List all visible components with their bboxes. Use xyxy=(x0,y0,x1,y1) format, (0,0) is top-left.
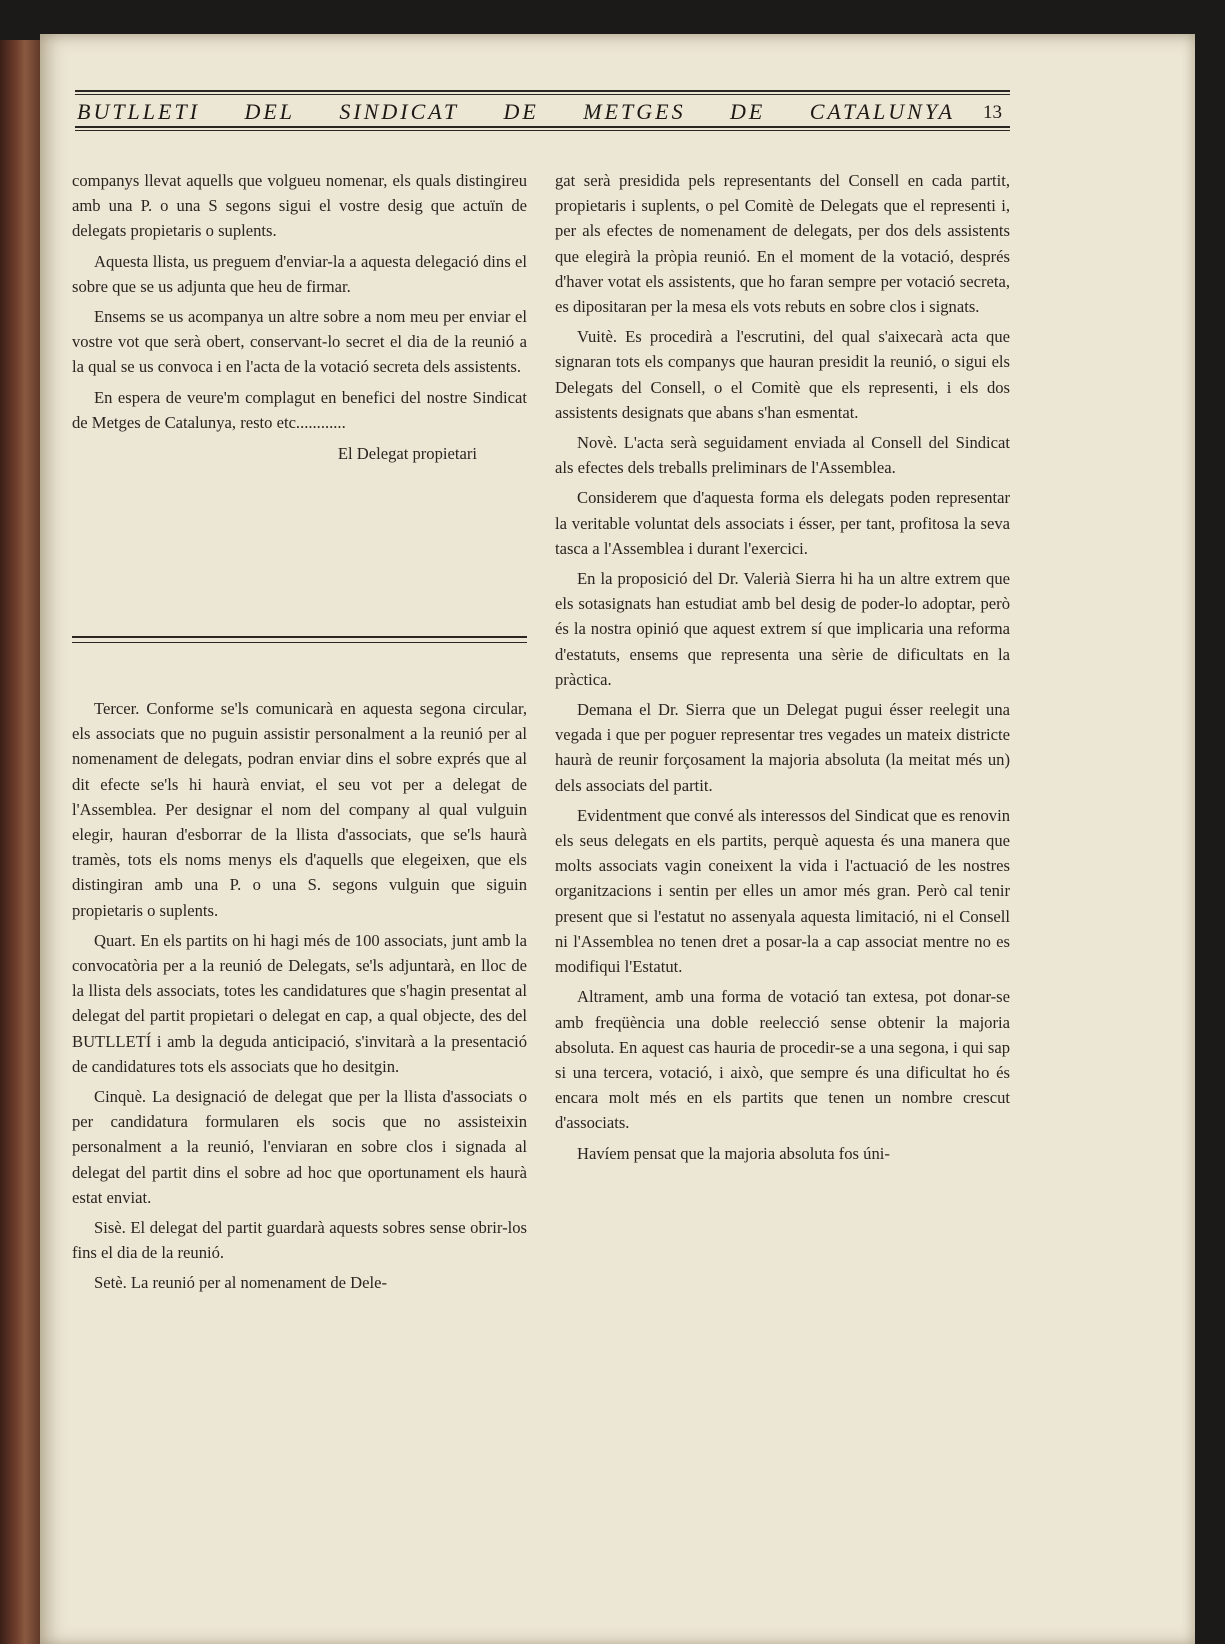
paragraph: Havíem pensat que la majoria absoluta fos úni- xyxy=(577,1143,890,1163)
paragraph: Sisè. El delegat del partit guardarà aquests sobres sense obrir-los fins el dia de la reunió. xyxy=(72,1218,527,1263)
right-column xyxy=(555,168,1010,1171)
header-rule-bottom-thin xyxy=(75,130,1010,131)
paragraph: Cinquè. La designació de delegat que per la llista d'associats o per candidatura formularen els socis que no assisteixin personalment a la reunió, l'enviaran en sobre clos i signada al delegat del partit dins el sobre ad hoc que oportunament els haurà estat enviat. xyxy=(72,1087,527,1207)
page-header xyxy=(75,54,1010,144)
left-column-bottom xyxy=(72,696,527,1301)
paragraph: gat serà presidida pels representants del Consell en cada partit, propietaris i suplents, o pel Comitè de Delegats que el representi i, per als efectes de nomenament de delegats, per dos dels assistents que elegirà la pròpia reunió. En el moment de la votació, després d'haver votat els assistents, que ho faran sempre per votació secreta, es dipositaran per la mesa els vots rebuts en sobre clos i signats. xyxy=(555,171,1010,317)
page-number: 13 xyxy=(983,102,1002,123)
paragraph: Vuitè. Es procedirà a l'escrutini, del qual s'aixecarà acta que signaran tots els companys que hauran presidit la reunió, o sigui els Delegats del Consell, o el Comitè que els representi, i els dos assistents designats que abans s'han esmentat. xyxy=(555,327,1010,422)
header-rule-bottom xyxy=(75,126,1010,128)
paragraph: companys llevat aquells que volgueu nomenar, els quals distingireu amb una P. o una S segons sigui el vostre desig que actuïn de delegats propietaris o suplents. xyxy=(72,171,527,241)
book-binding xyxy=(0,40,42,1644)
running-head-word: CATALUNYA xyxy=(809,99,955,124)
paragraph: Demana el Dr. Sierra que un Delegat pugui ésser reelegit una vegada i que per poguer representar tres vegades un mateix districte haurà de reunir forçosament la majoria absoluta (la meitat més un) dels associats del partit. xyxy=(555,700,1010,795)
running-head-word: SINDICAT xyxy=(339,99,460,124)
paragraph: Aquesta llista, us preguem d'enviar-la a aquesta delegació dins el sobre que se us adjunta que heu de firmar. xyxy=(72,251,527,296)
header-rule-top-thin xyxy=(75,94,1010,95)
running-head-word: DE xyxy=(503,99,539,124)
running-head-word: DEL xyxy=(244,99,295,124)
paragraph: Altrament, amb una forma de votació tan extesa, pot donar-se amb freqüència una doble reelecció sense obtenir la majoria absoluta. En aquest cas hauria de procedir-se a una segona, i qui sap si una tercera, votació, i això, que sempre és una dificultat ho és encara molt més en els partits que tenen un nombre crescut d'associats. xyxy=(555,987,1010,1133)
divider-rule-thin xyxy=(72,642,527,643)
running-head-word: METGES xyxy=(583,99,686,124)
paragraph: Ensems se us acompanya un altre sobre a nom meu per enviar el vostre vot que serà obert, conservant-lo secret el dia de la reunió a la qual se us convoca i en l'acta de la votació secreta dels assistents. xyxy=(72,307,527,377)
paragraph: Considerem que d'aquesta forma els delegats poden representar la veritable voluntat dels associats i ésser, per tant, profitosa la seva tasca a l'Assemblea i durant l'exercici. xyxy=(555,488,1010,558)
header-rule-top xyxy=(75,90,1010,92)
paragraph: Tercer. Conforme se'ls comunicarà en aquesta segona circular, els associats que no puguin assistir personalment a la reunió per al nomenament de delegats, podran enviar dins el sobre exprés que al dit efecte se'ls hi haurà enviat, el seu vot per a delegat de l'Assemblea. Per designar el nom del company al qual vulguin elegir, hauran d'esborrar de la llista d'associats, que se'ls haurà tramès, tots els noms menys els d'aquells que elegeixen, que els distingiran amb una P. o una S. segons vulguin que siguin propietaris o suplents. xyxy=(72,699,527,920)
running-head-word: DE xyxy=(729,99,766,124)
signature: El Delegat propietari xyxy=(337,444,477,464)
running-head xyxy=(77,99,955,125)
paragraph: Novè. L'acta serà seguidament enviada al Consell del Sindicat als efectes dels treballs preliminars de l'Assemblea. xyxy=(555,433,1010,478)
section-divider xyxy=(72,636,527,650)
paragraph: En la proposició del Dr. Valerià Sierra hi ha un altre extrem que els sotasignats han estudiat amb bel desig de poder-lo adoptar, però és la nostra opinió que aquest extrem sí que implicaria una reforma d'estatuts, ensems que representa una sèrie de dificultats en la pràctica. xyxy=(555,569,1010,689)
paragraph: Quart. En els partits on hi hagi més de 100 associats, junt amb la convocatòria per a la reunió de Delegats, se'ls adjuntarà, en lloc de la llista dels associats, totes les candidatures que s'hagin presentat al delegat del partit propietari o delegat en cap, a qual objecte, des del BUTLLETÍ i amb la deguda anticipació, s'invitarà a la presentació de candidatures tots els associats que ho desitgin. xyxy=(72,930,527,1076)
running-head-word: BUTLLETI xyxy=(77,99,201,124)
divider-rule xyxy=(72,636,527,638)
paragraph: Setè. La reunió per al nomenament de Dele- xyxy=(94,1273,388,1293)
left-column-top xyxy=(72,168,527,466)
paragraph: Evidentment que convé als interessos del Sindicat que es renovin els seus delegats en els partits, perquè aquesta és una manera que molts associats vagin coneixent la vida i l'actuació de les nostres organitzacions i sentin per elles un amor més gran. Però cal tenir present que si l'estatut no assenyala aquesta limitació, ni el Consell ni l'Assemblea no tenen dret a posar-la a cap associat mentre no es modifiqui l'Estatut. xyxy=(555,805,1010,977)
paragraph: En espera de veure'm complagut en benefici del nostre Sindicat de Metges de Catalunya, resto etc............ xyxy=(72,387,527,432)
